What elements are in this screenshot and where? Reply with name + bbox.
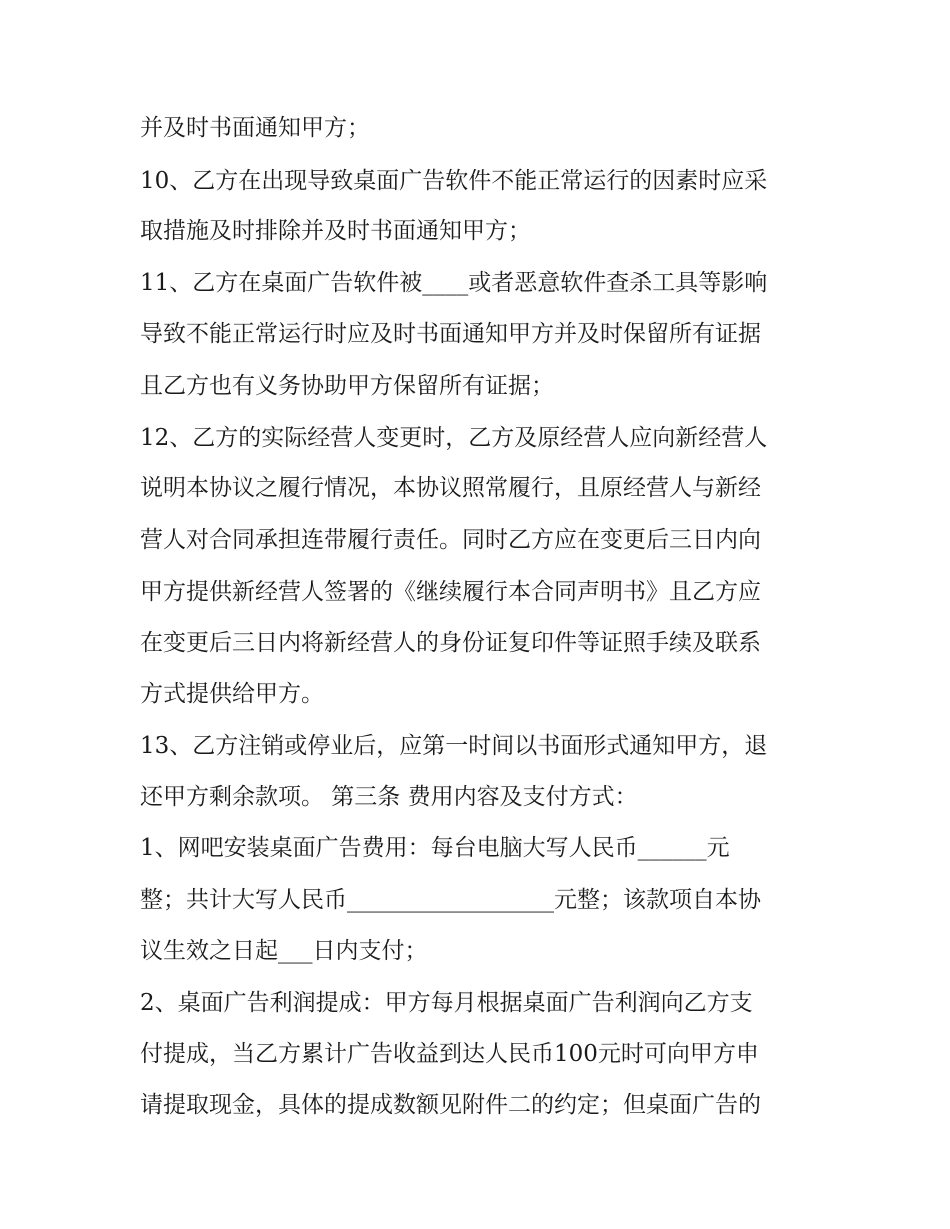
text-line: 整；共计大写人民币__________________元整；该款项自本协 bbox=[140, 887, 761, 913]
text-line: 且乙方也有义务协助甲方保留所有证据； bbox=[140, 373, 554, 399]
text-line: 甲方提供新经营人签署的《继续履行本合同声明书》且乙方应 bbox=[140, 579, 761, 605]
text-line: 并及时书面通知甲方； bbox=[140, 115, 370, 141]
text-line: 2、桌面广告利润提成：甲方每月根据桌面广告利润向乙方支 bbox=[140, 990, 753, 1016]
text-line: 12、乙方的实际经营人变更时，乙方及原经营人应向新经营人 bbox=[140, 425, 768, 451]
text-line: 请提取现金，具体的提成数额见附件二的约定；但桌面广告的 bbox=[140, 1092, 761, 1118]
text-line: 营人对合同承担连带履行责任。同时乙方应在变更后三日内向 bbox=[140, 527, 761, 553]
text-line: 方式提供给甲方。 bbox=[140, 681, 324, 707]
text-line: 还甲方剩余款项。 第三条 费用内容及支付方式： bbox=[140, 784, 638, 810]
text-line: 议生效之日起___日内支付； bbox=[140, 938, 428, 964]
text-line: 11、乙方在桌面广告软件被____或者恶意软件查杀工具等影响 bbox=[140, 270, 768, 296]
text-line: 取措施及时排除并及时书面通知甲方； bbox=[140, 218, 531, 244]
text-line: 13、乙方注销或停业后，应第一时间以书面形式通知甲方，退 bbox=[140, 733, 768, 759]
text-line: 付提成，当乙方累计广告收益到达人民币100元时可向甲方申 bbox=[140, 1041, 759, 1067]
text-line: 10、乙方在出现导致桌面广告软件不能正常运行的因素时应采 bbox=[140, 168, 768, 194]
text-line: 1、网吧安装桌面广告费用：每台电脑大写人民币______元 bbox=[140, 835, 730, 861]
text-line: 导致不能正常运行时应及时书面通知甲方并及时保留所有证据 bbox=[140, 321, 761, 347]
text-line: 说明本协议之履行情况，本协议照常履行，且原经营人与新经 bbox=[140, 475, 761, 501]
text-line: 在变更后三日内将新经营人的身份证复印件等证照手续及联系 bbox=[140, 630, 761, 656]
